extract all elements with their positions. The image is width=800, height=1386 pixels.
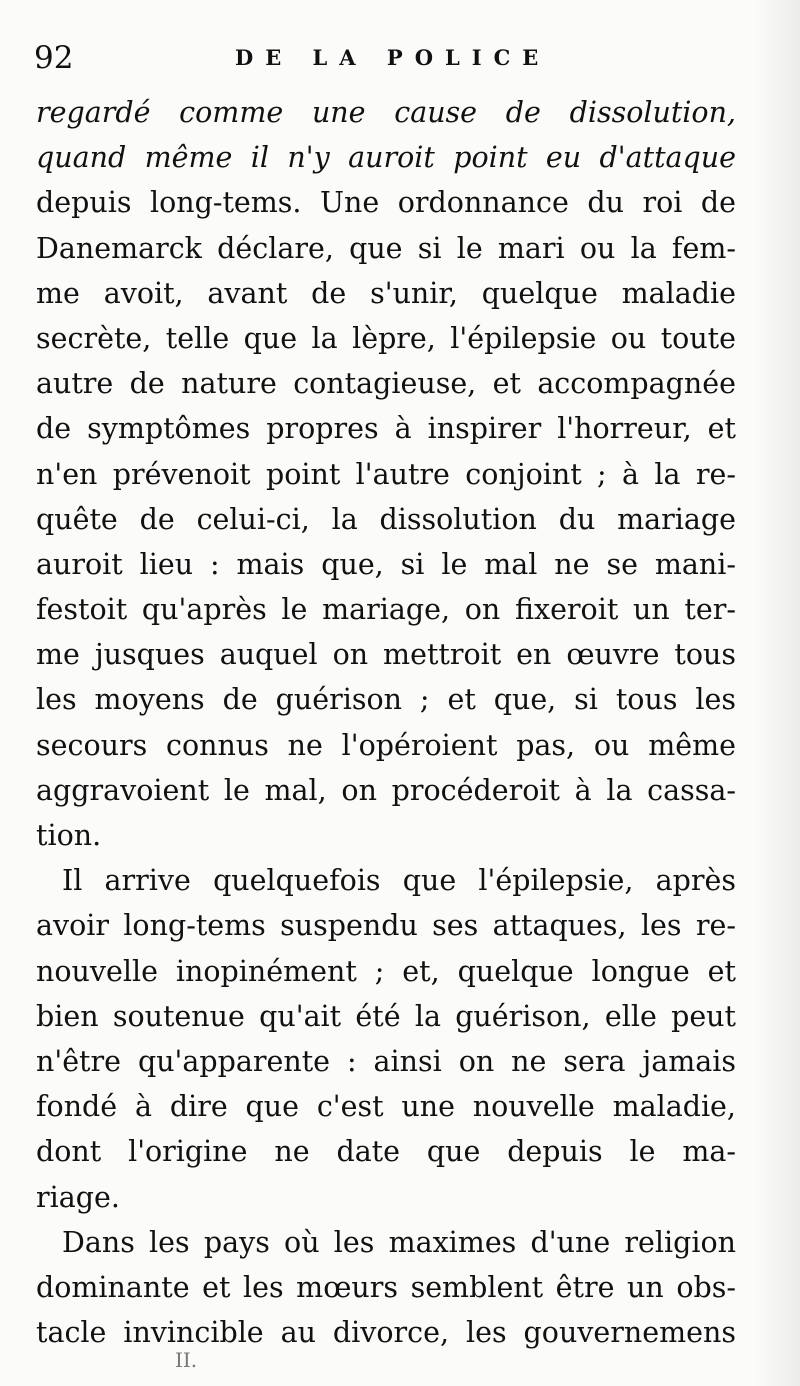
body-text [36, 90, 736, 1355]
text-line: tacle invincible au divorce, les gouvernemens [36, 1316, 736, 1350]
text-line: Dans les pays où les maximes d'une religion [62, 1225, 736, 1259]
text-line: secrète, telle que la lèpre, l'épilepsie ou toute [36, 321, 736, 355]
text-line: depuis long-tems. Une ordonnance du roi de [36, 186, 736, 220]
text-line: me jusques auquel on mettroit en œuvre tous [36, 638, 736, 672]
text-line: dominante et les mœurs semblent être un obs- [36, 1270, 736, 1304]
text-line: Danemarck déclare, que si le mari ou la fem- [36, 231, 736, 265]
text-line: n'en prévenoit point l'autre conjoint ; à la re- [36, 457, 736, 491]
text-line: de symptômes propres à inspirer l'horreur, et [36, 412, 736, 446]
running-header [30, 38, 750, 78]
text-line: les moyens de guérison ; et que, si tous les [36, 683, 736, 717]
text-line: nouvelle inopinément ; et, quelque longue et [36, 954, 736, 988]
text-line: n'être qu'apparente : ainsi on ne sera jamais [36, 1044, 736, 1078]
page-edge-shadow [755, 0, 800, 1386]
text-line: quête de celui-ci, la dissolution du mariage [36, 502, 736, 536]
text-line: festoit qu'après le mariage, on fixeroit un ter- [36, 593, 736, 627]
text-line: tion. [36, 819, 102, 852]
text-line: fondé à dire que c'est une nouvelle maladie, [36, 1090, 736, 1124]
text-line: auroit lieu : mais que, si le mal ne se mani- [36, 547, 736, 581]
text-line: riage. [36, 1180, 120, 1214]
text-line: secours connus ne l'opéroient pas, ou même [36, 728, 736, 762]
page-number: 92 [34, 40, 74, 76]
text-line: dont l'origine ne date que depuis le ma- [36, 1135, 736, 1169]
text-line: avoir long-tems suspendu ses attaques, les re- [36, 909, 736, 943]
text-line: quand même il n'y auroit point eu d'attaque [36, 141, 736, 175]
text-line: regardé comme une cause de dissolution, [36, 96, 736, 129]
text-line: autre de nature contagieuse, et accompagnée [36, 367, 736, 401]
text-line: bien soutenue qu'ait été la guérison, elle peut [36, 999, 736, 1033]
running-title: DE LA POLICE [235, 45, 551, 70]
signature-mark: II. [175, 1348, 198, 1372]
text-line: Il arrive quelquefois que l'épilepsie, après [62, 864, 736, 898]
text-line: aggravoient le mal, on procéderoit à la cassa- [36, 773, 736, 807]
text-line: me avoit, avant de s'unir, quelque maladie [36, 276, 736, 310]
